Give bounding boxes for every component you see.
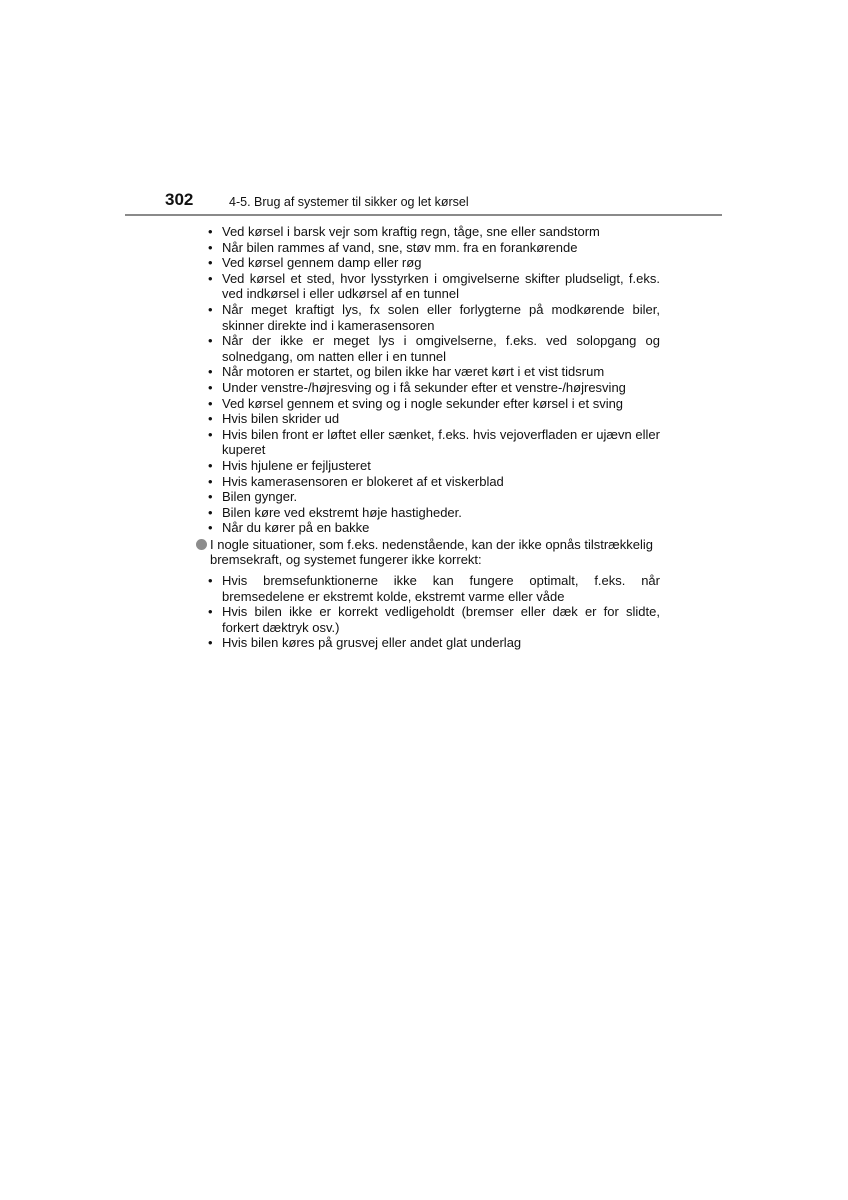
bullet-icon: • [208, 364, 213, 380]
bullet-list-braking [196, 573, 660, 651]
list-item [196, 411, 660, 427]
note-paragraph [196, 537, 660, 568]
bullet-icon: • [208, 489, 213, 505]
list-item [196, 604, 660, 635]
list-item-text: Ved kørsel gennem et sving og i nogle sekunder efter kørsel i et sving [222, 395, 624, 411]
list-item-text: Ved kørsel et sted, hvor lysstyrken i omgivelserne skifter pludseligt, f.eks. ved indkørsel i eller udkørsel af en tunnel [222, 270, 660, 302]
list-item-text: Hvis bilen køres på grusvej eller andet glat underlag [222, 635, 522, 651]
list-item-text: Ved kørsel i barsk vejr som kraftig regn, tåge, sne eller sandstorm [222, 224, 600, 239]
bullet-icon: • [208, 426, 213, 442]
list-item [196, 396, 660, 412]
page-number: 302 [165, 190, 194, 209]
list-item-text: Når motoren er startet, og bilen ikke har været kørt i et vist tidsrum [222, 364, 605, 380]
bullet-icon: • [208, 504, 213, 520]
bullet-icon: • [208, 411, 213, 427]
bullet-icon: • [208, 604, 213, 620]
list-item [196, 240, 660, 256]
list-item-text: Når bilen rammes af vand, sne, støv mm. fra en forankørende [222, 239, 578, 255]
list-item [196, 364, 660, 380]
bullet-icon: • [208, 573, 213, 589]
list-item-text: Når der ikke er meget lys i omgivelserne, f.eks. ved solopgang og solnedgang, om natten eller i en tunnel [222, 333, 660, 364]
bullet-icon: • [208, 473, 213, 489]
list-item-text: Under venstre-/højresving og i få sekunder efter et venstre-/højresving [222, 379, 626, 395]
bullet-list-conditions [196, 224, 660, 536]
list-item [196, 271, 660, 302]
bullet-icon: • [208, 395, 213, 411]
list-item [196, 458, 660, 474]
list-item-text: Bilen køre ved ekstremt høje hastigheder. [222, 504, 462, 520]
list-item [196, 505, 660, 521]
bullet-icon: • [208, 270, 213, 286]
list-item [196, 333, 660, 364]
list-item-text: Hvis kamerasensoren er blokeret af et viskerblad [222, 473, 504, 489]
list-item [196, 520, 660, 536]
list-item-text: Hvis bilen front er løftet eller sænket, f.eks. hvis vejoverfladen er ujævn eller kuperet [222, 426, 660, 458]
list-item-text: Hvis bremsefunktionerne ikke kan fungere optimalt, f.eks. når bremsedelene er ekstremt kolde, ekstremt varme eller våde [222, 573, 660, 604]
bullet-icon: • [208, 457, 213, 473]
bullet-icon: • [208, 635, 213, 651]
list-item [196, 427, 660, 458]
list-item [196, 573, 660, 604]
list-item-text: Når meget kraftigt lys, fx solen eller forlygterne på modkørende biler, skinner direkte ind i kamerasensoren [222, 301, 660, 333]
list-item [196, 380, 660, 396]
bullet-icon: • [208, 379, 213, 395]
list-item-text: Hvis hjulene er fejljusteret [222, 457, 371, 473]
list-item-text: Hvis bilen ikke er korrekt vedligeholdt (bremser eller dæk er for slidte, forkert dæktryk osv.) [222, 604, 660, 635]
list-item [196, 255, 660, 271]
bullet-icon: • [208, 520, 213, 536]
list-item-text: Bilen gynger. [222, 489, 298, 505]
list-item [196, 489, 660, 505]
bullet-icon: • [208, 239, 213, 255]
list-item [196, 474, 660, 490]
list-item-text: Hvis bilen skrider ud [222, 411, 340, 427]
header-divider [125, 214, 722, 216]
bullet-icon: • [208, 224, 213, 239]
page-content [196, 224, 660, 651]
bullet-icon: • [208, 301, 213, 317]
bullet-icon: • [208, 333, 213, 349]
section-title: 4-5. Brug af systemer til sikker og let kørsel [229, 195, 469, 209]
circle-marker-icon [196, 539, 207, 550]
list-item-text: Ved kørsel gennem damp eller røg [222, 255, 422, 271]
bullet-icon: • [208, 255, 213, 271]
list-item [196, 224, 660, 240]
list-item-text: Når du kører på en bakke [222, 520, 370, 536]
list-item [196, 302, 660, 333]
list-item [196, 635, 660, 651]
note-text: I nogle situationer, som f.eks. nedenstående, kan der ikke opnås tilstrækkelig bremsekraft, og systemet fungerer ikke korrekt: [210, 536, 653, 568]
